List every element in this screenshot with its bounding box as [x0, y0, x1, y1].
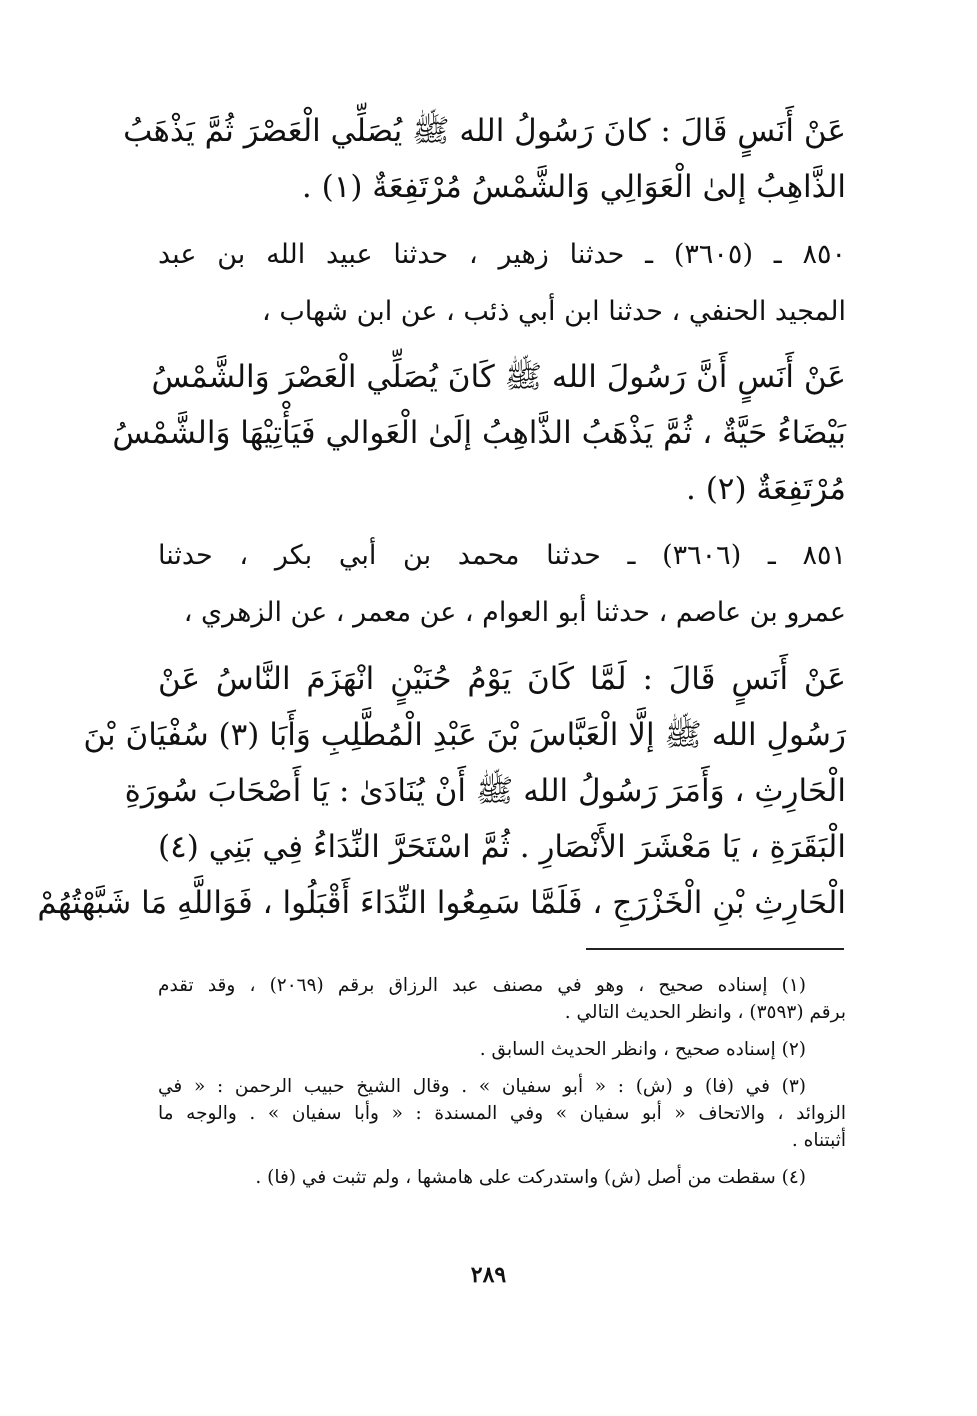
footnote-line: (٢) إسناده صحيح ، وانظر الحديث السابق . — [479, 1039, 806, 1060]
text-line: ٨٥٠ ـ (٣٦٠٥) ـ حدثنا زهير ، حدثنا عبيد الله بن عبد — [158, 239, 846, 270]
hadith-text-block — [123, 103, 846, 215]
text-line: بَيْضَاءُ حَيَّةٌ ، ثُمَّ يَذْهَبُ الذَّاهِبُ إلَىٰ الْعَوالي فَيَأْتِيْهَا وَالشَّمْسُ — [112, 415, 846, 451]
text-line: الْحَارِثِ ، وَأَمَرَ رَسُولُ الله ﷺ أَنْ يُنَادَىٰ : يَا أَصْحَابَ سُورَةِ — [124, 773, 846, 809]
text-line: رَسُولِ الله ﷺ إلَّا الْعَبَّاسَ بْنَ عَبْدِ الْمُطَّلِبِ وَأَبَا (٣) سُفْيَانَ بْنَ — [83, 717, 846, 753]
footnote-divider — [586, 948, 844, 950]
hadith-text-block — [37, 651, 846, 931]
footnote-line: الزوائد ، والاتحاف « أبو سفيان » وفي المسندة : « وأبا سفيان » . والوجه ما — [158, 1103, 846, 1124]
footnote-4 — [158, 1164, 846, 1191]
text-line: الذَّاهِبُ إلىٰ الْعَوَالِي وَالشَّمْسُ مُرْتَفِعَةٌ (١) . — [301, 169, 846, 205]
hadith-text-block — [112, 349, 846, 517]
text-line: عمرو بن عاصم ، حدثنا أبو العوام ، عن معمر ، عن الزهري ، — [183, 597, 846, 628]
footnotes — [158, 972, 846, 1201]
footnote-line: أثبتناه . — [791, 1130, 846, 1151]
footnote-line: برقم (٣٥٩٣) ، وانظر الحديث التالي . — [564, 1002, 846, 1023]
footnote-2 — [158, 1036, 846, 1063]
footnote-line: (٤) سقطت من أصل (ش) واستدركت على هامشها ، ولم تثبت في (فا) . — [255, 1167, 806, 1188]
footnote-1 — [158, 972, 846, 1026]
isnad-block-850 — [158, 226, 846, 340]
footnote-line: (٣) في (فا) و (ش) : « أبو سفيان » . وقال الشيخ حبيب الرحمن : « في — [158, 1076, 806, 1097]
footnote-3 — [158, 1073, 846, 1154]
text-line: الْحَارِثِ بْنِ الْخَزْرَجِ ، فَلَمَّا سَمِعُوا النِّدَاءَ أَقْبَلُوا ، فَوَاللَّهِ مَا شَبَّهْتُهُمْ — [37, 885, 846, 921]
text-line: ٨٥١ ـ (٣٦٠٦) ـ حدثنا محمد بن أبي بكر ، حدثنا — [158, 540, 847, 571]
footnote-line: (١) إسناده صحيح ، وهو في مصنف عبد الرزاق برقم (٢٠٦٩) ، وقد تقدم — [158, 975, 806, 996]
text-line: عَنْ أَنَسٍ قَالَ : كانَ رَسُولُ الله ﷺ يُصَلِّي الْعَصْرَ ثُمَّ يَذْهَبُ — [123, 113, 846, 149]
text-line: المجيد الحنفي ، حدثنا ابن أبي ذئب ، عن ابن شهاب ، — [262, 296, 846, 327]
text-line: عَنْ أَنَسٍ أَنَّ رَسُولَ الله ﷺ كَانَ يُصَلِّي الْعَصْرَ وَالشَّمْسُ — [151, 359, 846, 395]
isnad-block-851 — [158, 527, 846, 641]
text-line: مُرْتَفِعَةٌ (٢) . — [685, 471, 846, 507]
page-number: ٢٨٩ — [470, 1262, 507, 1288]
text-line: الْبَقَرَةِ ، يَا مَعْشَرَ الأَنْصَارِ . ثُمَّ اسْتَحَرَّ النِّدَاءُ فِي بَنِي (٤) — [158, 829, 846, 865]
text-line: عَنْ أَنَسٍ قَالَ : لَمَّا كَانَ يَوْمُ حُنَيْنٍ انْهَزَمَ النَّاسُ عَنْ — [158, 661, 846, 697]
